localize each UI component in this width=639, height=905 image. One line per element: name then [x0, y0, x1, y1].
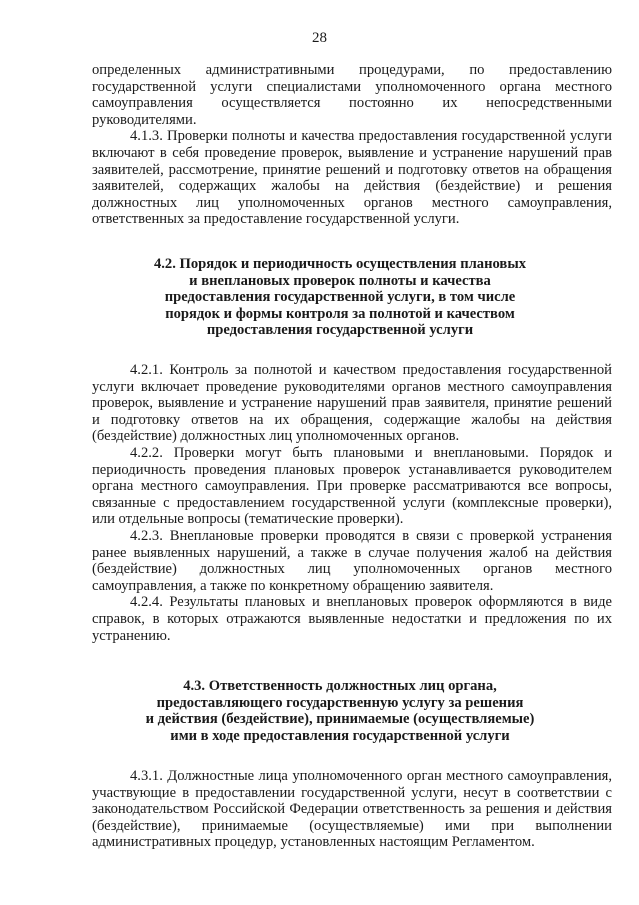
paragraph-4-2-3: 4.2.3. Внеплановые проверки проводятся в связи с проверкой устранения ранее выявленных нарушений, а также в случае получения жалоб на действия (бездействие) должностных лиц уполномоченных органов местного самоуправления, а также по конкретному обращению заявителя. [92, 527, 612, 594]
heading-line: 4.2. Порядок и периодичность осуществления плановых [153, 256, 527, 272]
section-4-3-body [92, 768, 612, 851]
heading-line: предоставления государственной услуги [206, 322, 474, 339]
paragraph-4-3-1: 4.3.1. Должностные лица уполномоченного орган местного самоуправления, участвующие в предоставлении государственной услуги, несут в соответствии с законодательством Российской Федерации ответственность за решения и действия (бездействие), принимаемые (осуществляемые) ими при выполнении административных процедур, установленных настоящим Регламентом. [92, 768, 612, 851]
page-number: 28 [312, 30, 327, 46]
heading-line: и внеплановых проверок полноты и качества [189, 272, 491, 289]
heading-line: порядок и формы контроля за полнотой и качеством [165, 305, 515, 322]
paragraph-continuation: определенных административными процедурами, по предоставлению государственной услуги специалистами уполномоченного органа местного самоуправления осуществляется постоянно их непосредственными руководителями. [92, 62, 612, 128]
heading-line: и действия (бездействие), принимаемые (осуществляемые) [145, 711, 535, 728]
intro-block [92, 62, 612, 228]
section-4-3-heading [80, 678, 600, 744]
heading-line: 4.3. Ответственность должностных лиц органа, [183, 678, 497, 694]
heading-line: предоставляющего государственную услугу за решения [156, 694, 524, 711]
paragraph-4-2-1: 4.2.1. Контроль за полнотой и качеством предоставления государственной услуги включает проведение руководителями органов местного самоуправления проверок, выявление и устранение нарушений прав заявителя, принятие решений и подготовку ответов на их обращения, содержащие жалобы на действия (бездействие) должностных лиц уполномоченных органов. [92, 362, 612, 445]
section-4-2-body [92, 362, 612, 644]
paragraph-4-2-4: 4.2.4. Результаты плановых и внеплановых проверок оформляются в виде справок, в которых отражаются выявленные недостатки и предложения по их устранению. [92, 594, 612, 644]
paragraph-4-1-3: 4.1.3. Проверки полноты и качества предоставления государственной услуги включают в себя проведение проверок, выявление и устранение нарушений прав заявителей, рассмотрение, принятие решений и подготовку ответов на обращения заявителей, содержащих жалобы на действия (бездействие) и решения должностных лиц уполномоченных органов местного самоуправления, ответственных за предоставление государственной услуги. [92, 128, 612, 228]
heading-line: ими в ходе предоставления государственной услуги [170, 727, 510, 744]
paragraph-4-2-2: 4.2.2. Проверки могут быть плановыми и внеплановыми. Порядок и периодичность проведения плановых проверок устанавливается руководителем органа местного самоуправления. При проверке рассматриваются все вопросы, связанные с предоставлением государственной услуги (комплексные проверки), или отдельные вопросы (тематические проверки). [92, 444, 612, 528]
section-4-2-heading [80, 256, 600, 339]
heading-line: предоставления государственной услуги, в том числе [164, 289, 516, 306]
